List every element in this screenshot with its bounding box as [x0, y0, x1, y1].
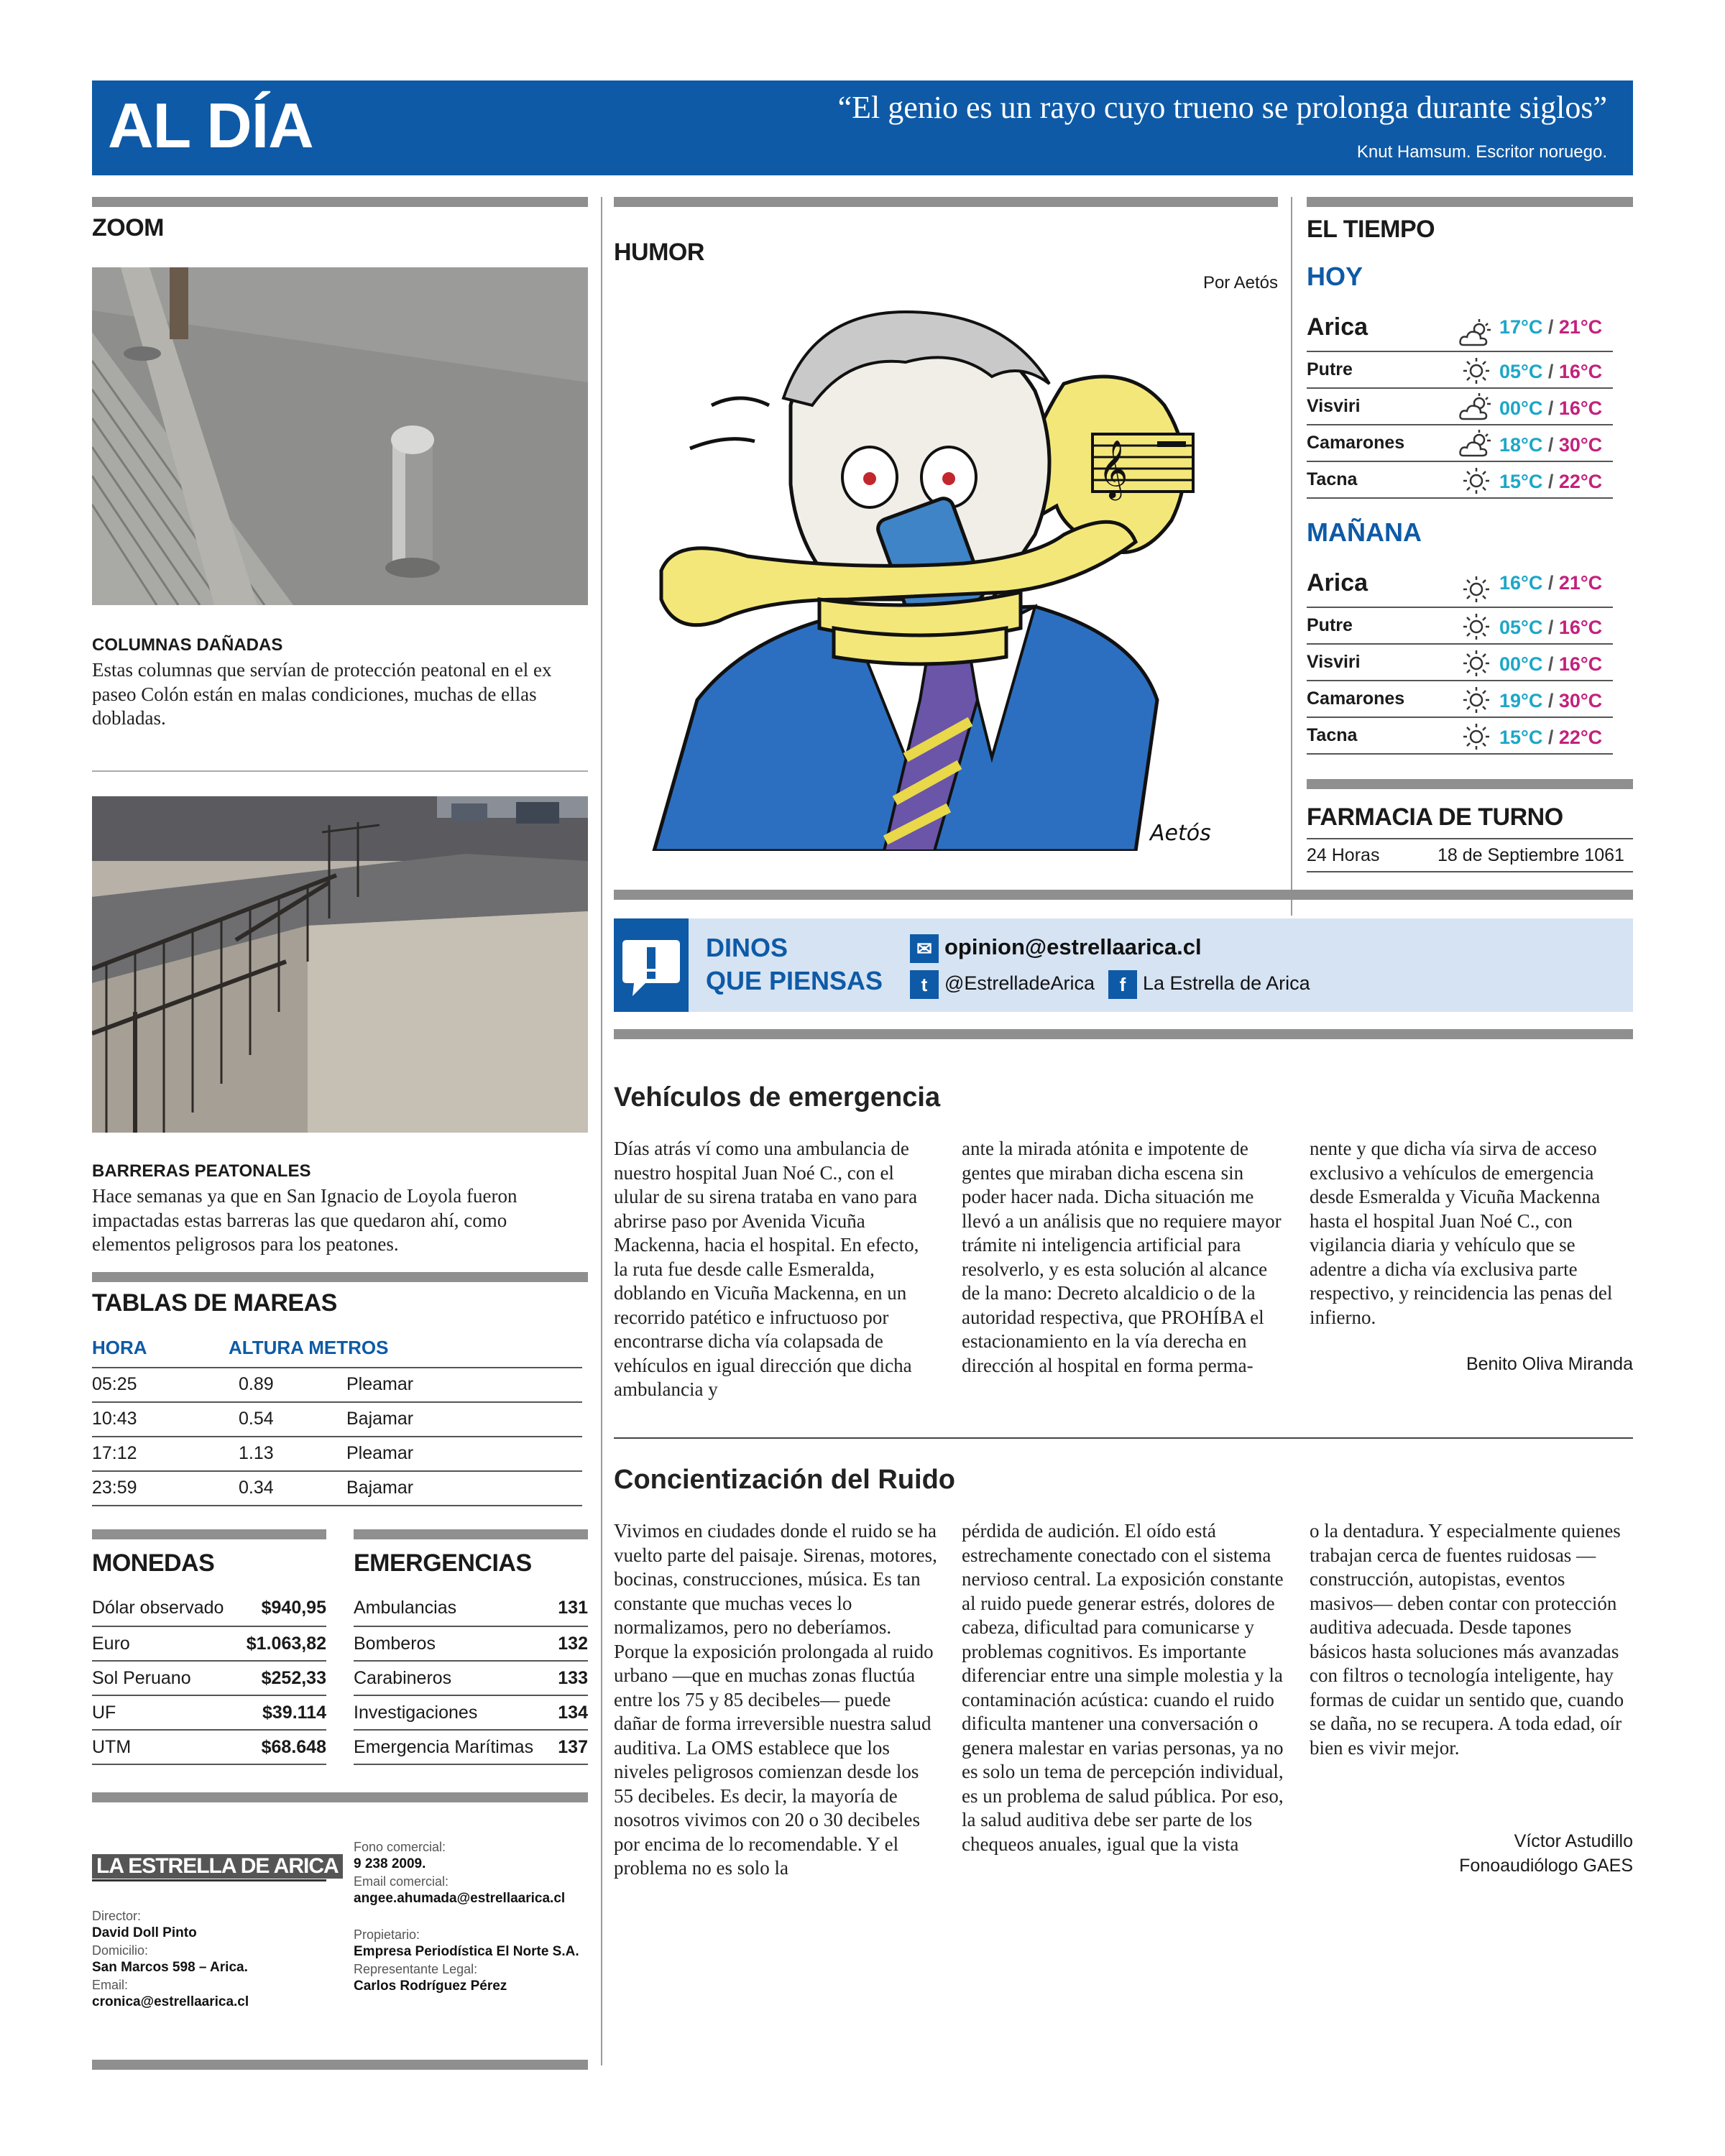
monedas-bottom-rule: [92, 1764, 326, 1765]
tide-altura: 0.34: [239, 1478, 274, 1498]
feedback-twitter[interactable]: [910, 970, 1095, 999]
zoom-caption-text-1: Estas columnas que servían de protección peatonal en el ex paseo Colón están en malas condiciones, muchas de ellas dobladas.: [92, 659, 552, 729]
moneda-row: [92, 1660, 326, 1695]
zoom-caption-title-1: COLUMNAS DAÑADAS: [92, 635, 283, 655]
tide-altura: 0.54: [239, 1409, 274, 1429]
weather-temp-separator: /: [1542, 434, 1559, 456]
sun-icon: [1458, 573, 1492, 605]
feedback-heading-line2: QUE PIENSAS: [706, 966, 883, 995]
weather-max-temp: 16°C: [1558, 617, 1603, 638]
imprint-propietario: Empresa Periodística El Norte S.A.: [354, 1944, 579, 1959]
weather-city: Camarones: [1307, 688, 1405, 709]
emergencia-number: 134: [558, 1703, 588, 1723]
weather-min-temp: 00°C: [1499, 653, 1543, 675]
emergencia-label: Bomberos: [354, 1634, 436, 1654]
tide-tipo: Pleamar: [346, 1374, 414, 1394]
tide-altura: 1.13: [239, 1443, 274, 1463]
tides-col-hora: HORA: [92, 1337, 147, 1358]
imprint-propietario-label: Propietario:: [354, 1927, 420, 1942]
weather-max-temp: 22°C: [1558, 727, 1603, 748]
weather-temp-separator: /: [1542, 397, 1559, 419]
tide-row: [92, 1470, 582, 1505]
weather-max-temp: 21°C: [1558, 572, 1603, 594]
cloud-sun-icon: [1458, 392, 1492, 423]
monedas-title: MONEDAS: [92, 1549, 215, 1577]
tide-hora: 23:59: [92, 1478, 137, 1498]
article-2-author-role: Fonoaudiólogo GAES: [1459, 1856, 1633, 1876]
mail-icon: ✉: [910, 934, 939, 963]
section-title: AL DÍA: [108, 90, 313, 161]
weather-max-temp: 22°C: [1558, 471, 1603, 492]
emergencia-row: [354, 1695, 588, 1729]
humor-credit: Por Aetós: [1202, 273, 1278, 292]
zoom-photo-columns: [92, 267, 588, 605]
tide-tipo: Pleamar: [346, 1443, 414, 1463]
moneda-row: [92, 1591, 326, 1626]
emergencia-label: Emergencia Marítimas: [354, 1737, 534, 1757]
feedback-heading: [706, 931, 883, 998]
weather-temp-separator: /: [1542, 653, 1559, 675]
weather-temps: [1499, 727, 1602, 749]
cartoon-signature: Aetós: [1150, 821, 1211, 846]
weather-row-camarones: [1307, 425, 1613, 462]
sun-icon: [1458, 648, 1492, 679]
zoom-title: ZOOM: [92, 214, 164, 241]
tide-row: [92, 1436, 582, 1470]
pharmacy-hours: 24 Horas: [1307, 845, 1380, 865]
weather-min-temp: 00°C: [1499, 397, 1543, 419]
column-divider-right: [1291, 197, 1292, 916]
weather-min-temp: 05°C: [1499, 617, 1543, 638]
weather-row-putre: [1307, 608, 1613, 645]
imprint-director-label: Director:: [92, 1909, 142, 1923]
tide-tipo: Bajamar: [346, 1478, 414, 1498]
weather-row-arica: [1307, 308, 1613, 352]
article-1-author: Benito Oliva Miranda: [1466, 1354, 1633, 1374]
emergencia-number: 131: [558, 1598, 588, 1618]
weather-temp-separator: /: [1542, 727, 1559, 748]
imprint-email-label: Email:: [92, 1978, 129, 1992]
weather-min-temp: 15°C: [1499, 727, 1543, 748]
weather-temps: [1499, 316, 1602, 338]
humor-title: HUMOR: [614, 239, 704, 266]
feedback-facebook[interactable]: [1108, 970, 1310, 999]
moneda-value: $68.648: [261, 1737, 326, 1757]
article-2-col-2: pérdida de audición. El oído está estrechamente conectado con el sistema nervioso central. La exposición constante al ruido puede generar estrés, dolores de cabeza, dificultad para comunicarse y problemas cognitivos. Es importante diferenciar entre una simple molestia y la contaminación acústica: cuando el ruido dificulta mantener una conversación o genera malestar en varias personas, ya no es solo un tema de percepción individual, es un problema de salud pública. Por eso, la salud auditiva debe ser parte de los chequeos anuales, igual que la vista: [962, 1520, 1284, 1855]
weather-city: Arica: [1307, 569, 1368, 596]
tide-altura: 0.89: [239, 1374, 274, 1394]
imprint-director: David Doll Pinto: [92, 1925, 197, 1940]
weather-city: Visviri: [1307, 652, 1361, 672]
weather-max-temp: 30°C: [1558, 690, 1603, 711]
moneda-row: [92, 1695, 326, 1729]
weather-temps: [1499, 361, 1602, 383]
sun-icon: [1458, 684, 1492, 716]
weather-max-temp: 21°C: [1558, 316, 1603, 338]
feedback-heading-line1: DINOS: [706, 933, 788, 962]
imprint-fono: 9 238 2009.: [354, 1856, 426, 1871]
weather-row-tacna: [1307, 462, 1613, 499]
moneda-label: UF: [92, 1703, 116, 1723]
weather-max-temp: 16°C: [1558, 653, 1603, 675]
sun-icon: [1458, 611, 1492, 642]
emergencia-number: 132: [558, 1634, 588, 1654]
humor-bottom-rule: [614, 890, 1633, 900]
moneda-value: $1.063,82: [246, 1634, 326, 1654]
feedback-banner: [614, 918, 1633, 1012]
tide-hora: 05:25: [92, 1374, 137, 1394]
moneda-label: Sol Peruano: [92, 1668, 191, 1688]
zoom-photo-barriers: [92, 796, 588, 1133]
tide-tipo: Bajamar: [346, 1409, 414, 1429]
emergencias-top-rule: [354, 1529, 588, 1539]
articles-divider: [614, 1437, 1633, 1439]
article-title-1: Vehículos de emergencia: [614, 1082, 941, 1112]
header-quote-author: Knut Hamsum. Escritor noruego.: [1356, 142, 1607, 162]
newspaper-logo: [92, 1853, 339, 1881]
weather-temp-separator: /: [1542, 617, 1559, 638]
facebook-icon: f: [1108, 970, 1137, 999]
emergencias-title: EMERGENCIAS: [354, 1549, 532, 1577]
zoom-divider: [92, 770, 588, 772]
weather-city: Putre: [1307, 359, 1353, 379]
emergencia-row: [354, 1660, 588, 1695]
newspaper-logo-text: LA ESTRELLA DE ARICA: [92, 1854, 343, 1879]
weather-row-arica: [1307, 563, 1613, 608]
article-1-col-1: Días atrás ví como una ambulancia de nuestro hospital Juan Noé C., con el ulular de su sirena trataba en vano para abrirse paso por Avenida Vicuña Mackenna, hacia el hospital. En efecto, la ruta fue desde calle Esmeralda, doblando en Vicuña Mackenna, en un recorrido patético e infructuoso por encontrarse dicha vía colapsada de vehículos en igual dirección que dicha ambulancia y: [614, 1138, 919, 1400]
imprint-email-comercial[interactable]: angee.ahumada@estrellaarica.cl: [354, 1891, 566, 1906]
weather-tomorrow-label: MAÑANA: [1307, 517, 1422, 547]
tide-row: [92, 1367, 582, 1401]
weather-city: Tacna: [1307, 725, 1358, 745]
zoom-caption-title-2: BARRERAS PEATONALES: [92, 1161, 311, 1181]
zoom-top-rule: [92, 197, 588, 207]
emergencia-label: Carabineros: [354, 1668, 452, 1688]
left-column-bottom-rule: [92, 2060, 588, 2070]
weather-top-rule: [1307, 197, 1633, 207]
weather-temps: [1499, 653, 1602, 676]
emergencia-row: [354, 1729, 588, 1764]
weather-temp-separator: /: [1542, 690, 1559, 711]
weather-temps: [1499, 572, 1602, 594]
imprint-representante-label: Representante Legal:: [354, 1962, 478, 1976]
emergencia-row: [354, 1626, 588, 1660]
moneda-value: $39.114: [262, 1703, 326, 1723]
tide-hora: 10:43: [92, 1409, 137, 1429]
weather-max-temp: 16°C: [1558, 361, 1603, 382]
weather-row-putre: [1307, 352, 1613, 389]
weather-min-temp: 18°C: [1499, 434, 1543, 456]
weather-max-temp: 16°C: [1558, 397, 1603, 419]
emergencia-row: [354, 1591, 588, 1626]
weather-title: EL TIEMPO: [1307, 216, 1435, 243]
weather-row-visviri: [1307, 389, 1613, 425]
moneda-label: Euro: [92, 1634, 130, 1654]
svg-text:𝄞: 𝄞: [1098, 439, 1128, 498]
weather-temps: [1499, 434, 1602, 456]
pharmacy-title: FARMACIA DE TURNO: [1307, 803, 1563, 831]
sun-icon: [1458, 465, 1492, 497]
article-2-col-1: Vivimos en ciudades donde el ruido se ha vuelto parte del paisaje. Sirenas, motores, bocinas, construcciones, música. Es tan constante que muchas veces lo normalizamos, pero no deberíamos. Porque la exposición prolongada al ruido urbano —que en muchas zonas fluctúa entre los 75 y 85 decibeles— puede dañar de forma irreversible nuestra salud auditiva. La OMS establece que los niveles peligrosos comienzan desde los 55 decibeles. Es decir, la mayoría de nosotros vivimos con 20 o 30 decibeles por encima de lo recomendable. Y el problema no es solo la: [614, 1520, 937, 1879]
feedback-twitter-text: @EstrelladeArica: [944, 972, 1095, 995]
moneda-row: [92, 1729, 326, 1764]
pharmacy-bottom-rule: [1307, 871, 1633, 872]
moneda-value: $252,33: [261, 1668, 326, 1688]
article-2-col-3: o la dentadura. Y especialmente quienes trabajan cerca de fuentes ruidosas —construcción, autopistas, eventos masivos— deben contar con protección auditiva adecuada. Desde tapones básicos hasta soluciones más avanzadas con filtros o tecnología inteligente, hay formas de cuidar un sentido que, cuando se daña, no se recupera. A toda edad, oír bien es vivir mejor.: [1310, 1520, 1624, 1759]
pharmacy-rule: [1307, 838, 1633, 839]
tides-col-altura: ALTURA METROS: [229, 1337, 389, 1358]
sun-icon: [1458, 355, 1492, 387]
emergencia-label: Investigaciones: [354, 1703, 478, 1723]
cloud-sun-icon: [1458, 428, 1492, 460]
weather-min-temp: 17°C: [1499, 316, 1543, 338]
article-1-col-2: ante la mirada atónita e impotente de gentes que miraban dicha escena sin poder hacer nada. Dicha situación me llevó a un análisis que no requiere mayor trámite ni inteligencia artificial para resolverlo, y es esta solución al alcance de la mano: Decreto alcaldicio o de la autoridad respectiva, que PROHÍBA el estacionamiento en la vía derecha en dirección al hospital en forma perma-: [962, 1138, 1282, 1376]
tide-hora: 17:12: [92, 1443, 137, 1463]
weather-min-temp: 19°C: [1499, 690, 1543, 711]
moneda-label: Dólar observado: [92, 1598, 224, 1618]
moneda-label: UTM: [92, 1737, 132, 1757]
emergencias-bottom-rule: [354, 1764, 588, 1765]
weather-min-temp: 05°C: [1499, 361, 1543, 382]
pharmacy-address: 18 de Septiembre 1061: [1438, 845, 1624, 865]
column-divider-left: [601, 197, 602, 2065]
zoom-caption-text-2: Hace semanas ya que en San Ignacio de Loyola fueron impactadas estas barreras las que quedaron ahí, como elementos peligrosos para los peatones.: [92, 1185, 518, 1255]
tides-title: TABLAS DE MAREAS: [92, 1289, 337, 1317]
emergencia-number: 133: [558, 1668, 588, 1688]
article-2-author: Víctor Astudillo: [1514, 1831, 1633, 1851]
imprint-domicilio-label: Domicilio:: [92, 1943, 149, 1958]
moneda-value: $940,95: [261, 1598, 326, 1618]
header-quote: “El genio es un rayo cuyo trueno se prolonga durante siglos”: [837, 90, 1607, 125]
weather-temp-separator: /: [1542, 316, 1559, 338]
weather-today-label: HOY: [1307, 262, 1363, 291]
weather-city: Tacna: [1307, 469, 1358, 489]
weather-city: Camarones: [1307, 433, 1405, 453]
imprint-email[interactable]: cronica@estrellaarica.cl: [92, 1994, 249, 2009]
tides-bottom-rule: [92, 1505, 582, 1506]
article-1-col-3: nente y que dicha vía sirva de acceso exclusivo a vehículos de emergencia desde Esmeralda y Vicuña Mackenna hasta el hospital Juan Noé C., con vigilancia diaria y vehículo que se adentre a dicha vía exclusiva parte respectivo, y reincidencia las penas del infierno.: [1310, 1138, 1613, 1328]
sun-icon: [1458, 721, 1492, 752]
monedas-top-rule: [92, 1529, 326, 1539]
weather-temp-separator: /: [1542, 572, 1559, 594]
imprint-top-rule: [92, 1792, 588, 1802]
weather-temps: [1499, 397, 1602, 420]
weather-temp-separator: /: [1542, 471, 1559, 492]
weather-row-camarones: [1307, 681, 1613, 718]
cloud-sun-icon: [1458, 318, 1492, 349]
weather-temps: [1499, 617, 1602, 639]
emergencia-label: Ambulancias: [354, 1598, 457, 1618]
feedback-facebook-text: La Estrella de Arica: [1143, 972, 1310, 995]
weather-city: Arica: [1307, 313, 1368, 341]
weather-temps: [1499, 690, 1602, 712]
weather-min-temp: 16°C: [1499, 572, 1543, 594]
feedback-box-icon: [614, 918, 689, 1012]
imprint-email-comercial-label: Email comercial:: [354, 1874, 449, 1889]
pharmacy-top-rule: [1307, 779, 1633, 789]
feedback-email[interactable]: [910, 934, 1202, 963]
weather-max-temp: 30°C: [1558, 434, 1603, 456]
weather-city: Visviri: [1307, 396, 1361, 416]
weather-temp-separator: /: [1542, 361, 1559, 382]
tide-row: [92, 1401, 582, 1436]
weather-temps: [1499, 471, 1602, 493]
humor-top-rule: [614, 197, 1278, 207]
letters-top-rule: [614, 1029, 1633, 1039]
emergencia-number: 137: [558, 1737, 588, 1757]
imprint-domicilio: San Marcos 598 – Arica.: [92, 1960, 248, 1975]
feedback-email-text: opinion@estrellaarica.cl: [944, 934, 1202, 960]
weather-city: Putre: [1307, 615, 1353, 635]
weather-min-temp: 15°C: [1499, 471, 1543, 492]
humor-cartoon: [632, 298, 1265, 851]
weather-row-tacna: [1307, 718, 1613, 755]
twitter-icon: t: [910, 970, 939, 999]
tides-top-rule: [92, 1272, 588, 1282]
moneda-row: [92, 1626, 326, 1660]
article-title-2: Concientización del Ruido: [614, 1465, 956, 1495]
section-header: [92, 80, 1633, 175]
imprint-fono-label: Fono comercial:: [354, 1840, 446, 1854]
weather-row-visviri: [1307, 645, 1613, 681]
imprint-representante: Carlos Rodríguez Pérez: [354, 1978, 507, 1994]
